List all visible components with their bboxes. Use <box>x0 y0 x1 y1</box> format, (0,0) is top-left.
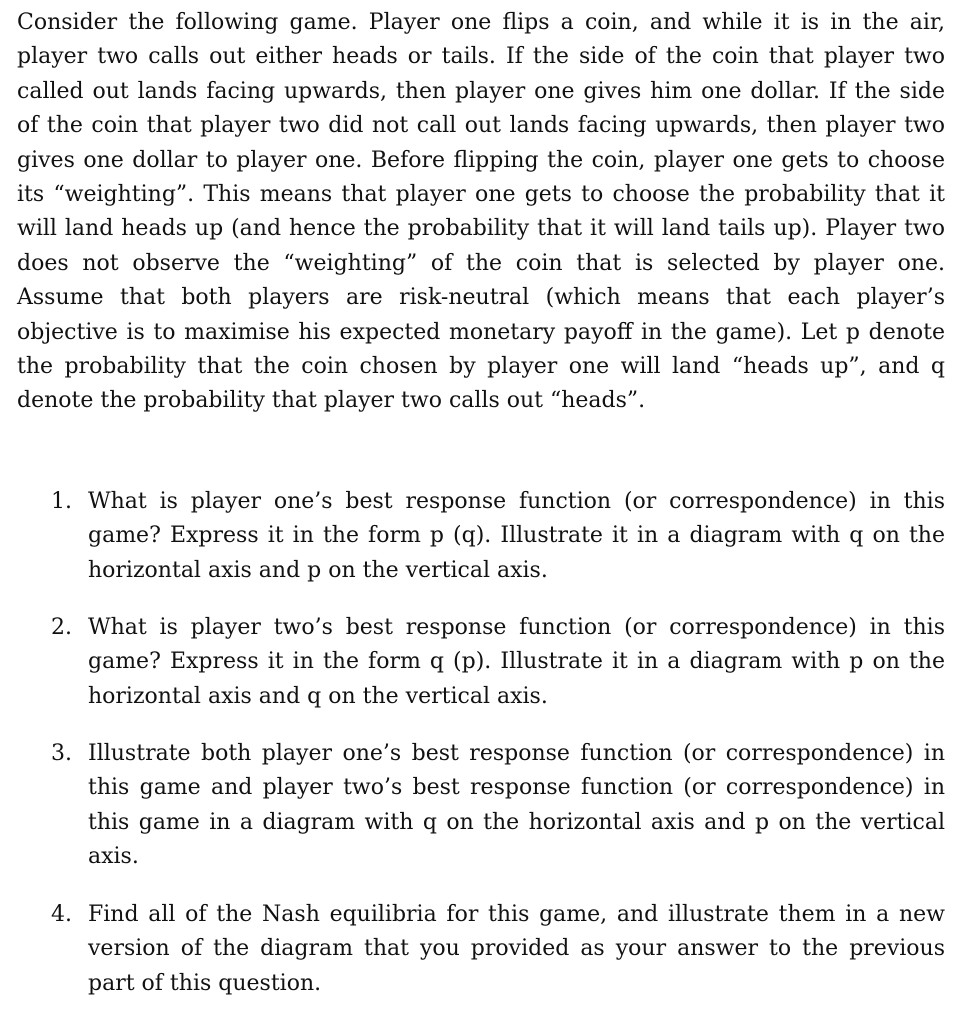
question-text: What is player two’s best response function (or correspondence) in this game? Express it in the form q (p). Illustrate it in a diagram with p on the horizontal axis and q on the vertical axis. <box>88 615 945 709</box>
question-number: 4. <box>51 902 72 927</box>
question-text: Find all of the Nash equilibria for this game, and illustrate them in a new version of the diagram that you provided as your answer to the previous part of this question. <box>88 902 945 996</box>
question-number: 1. <box>51 489 72 514</box>
question-number: 3. <box>51 741 72 766</box>
question-number: 2. <box>51 615 72 640</box>
intro-paragraph: Consider the following game. Player one flips a coin, and while it is in the air, player two calls out either heads or tails. If the side of the coin that player two called out lands facing upwards, then player one gives him one dollar. If the side of the coin that player two did not call out lands facing upwards, then player two gives one dollar to player one. Before flipping the coin, player one gets to choose its “weighting”. This means that player one gets to choose the probability that it will land heads up (and hence the probability that it will land tails up). Player two does not observe the “weighting” of the coin that is selected by player one. Assume that both players are risk-neutral (which means that each player’s objective is to maximise his expected monetary payoff in the game). Let p denote the probability that the coin chosen by player one will land “heads up”, and q denote the probability that player two calls out “heads”. <box>17 10 945 414</box>
question-text: Illustrate both player one’s best response function (or correspondence) in this game and player two’s best response function (or correspondence) in this game in a diagram with q on the horizontal axis and p on the vertical axis. <box>88 741 945 870</box>
problem-document <box>17 6 945 996</box>
question-text: What is player one’s best response function (or correspondence) in this game? Express it in the form p (q). Illustrate it in a diagram with q on the horizontal axis and p on the vertical axis. <box>88 489 945 583</box>
